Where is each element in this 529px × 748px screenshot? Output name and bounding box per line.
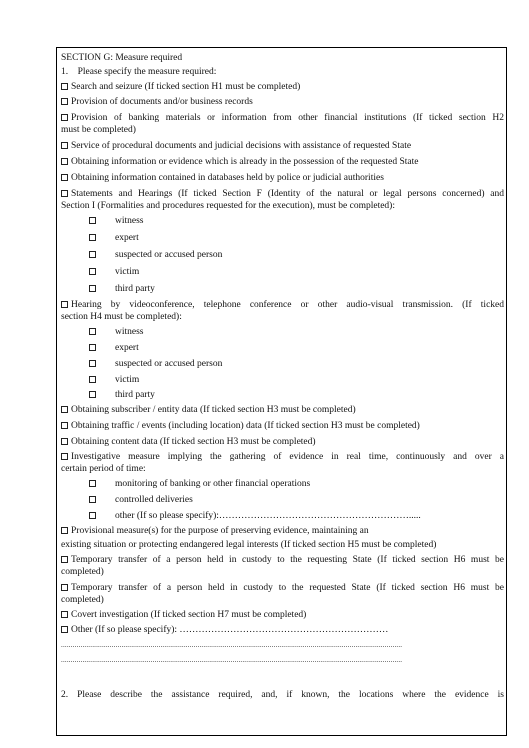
- checkbox[interactable]: [61, 584, 68, 591]
- option-transfer-requested-state[interactable]: Temporary transfer of a person held in custody to the requested State (If ticked section H6 must be: [61, 582, 504, 594]
- other-specify-line-1[interactable]: ...............................................................................................................................................................................: [61, 641, 403, 649]
- checkbox[interactable]: [61, 626, 68, 633]
- option-other[interactable]: Other (If so please specify): …………………………………………………………: [61, 624, 504, 636]
- checkbox[interactable]: [89, 344, 96, 351]
- checkbox[interactable]: [61, 556, 68, 563]
- checkbox[interactable]: [61, 174, 68, 181]
- option-statements[interactable]: Statements and Hearings (If ticked Section F (Identity of the natural or legal persons concerned) and: [61, 188, 504, 200]
- checkbox[interactable]: [61, 301, 68, 308]
- checkbox[interactable]: [89, 376, 96, 383]
- checkbox[interactable]: [89, 512, 96, 519]
- checkbox[interactable]: [61, 114, 68, 121]
- checkbox[interactable]: [61, 527, 68, 534]
- checkbox[interactable]: [61, 158, 68, 165]
- checkbox[interactable]: [61, 406, 68, 413]
- checkbox[interactable]: [61, 422, 68, 429]
- checkbox[interactable]: [89, 217, 96, 224]
- checkbox[interactable]: [61, 611, 68, 618]
- checkbox[interactable]: [61, 190, 68, 197]
- checkbox[interactable]: [61, 142, 68, 149]
- checkbox[interactable]: [89, 285, 96, 292]
- option-hearing-video[interactable]: Hearing by videoconference, telephone conference or other audio-visual transmission. (If ticked: [61, 299, 504, 311]
- option-databases[interactable]: Obtaining information contained in databases held by police or judicial authorities: [61, 172, 504, 184]
- option-banking-cont: must be completed): [61, 125, 136, 135]
- checkbox[interactable]: [89, 496, 96, 503]
- checkbox[interactable]: [61, 438, 68, 445]
- option-provisional-measures[interactable]: Provisional measure(s) for the purpose of preserving evidence, maintaining an: [61, 525, 504, 537]
- checkbox[interactable]: [89, 360, 96, 367]
- checkbox[interactable]: [89, 328, 96, 335]
- section-title: SECTION G: Measure required: [61, 53, 183, 63]
- question-1-label: 1. Please specify the measure required:: [61, 67, 217, 77]
- option-documents[interactable]: Provision of documents and/or business records: [61, 96, 504, 108]
- option-traffic-data[interactable]: Obtaining traffic / events (including location) data (If ticked section H3 must be completed): [61, 420, 504, 432]
- option-subscriber-data[interactable]: Obtaining subscriber / entity data (If ticked section H3 must be completed): [61, 404, 504, 416]
- option-covert-investigation[interactable]: Covert investigation (If ticked section H7 must be completed): [61, 609, 504, 621]
- checkbox[interactable]: [61, 83, 68, 90]
- question-2-text: 2. Please describe the assistance required, and, if known, the locations where the evidence is: [61, 690, 504, 700]
- option-search-seizure[interactable]: Search and seizure (If ticked section H1 must be completed): [61, 81, 504, 93]
- checkbox[interactable]: [61, 453, 68, 460]
- option-transfer-requesting-state-cont: completed): [61, 567, 104, 577]
- option-investigative-realtime-cont: certain period of time:: [61, 464, 146, 474]
- checkbox[interactable]: [89, 480, 96, 487]
- checkbox[interactable]: [89, 234, 96, 241]
- option-statements-cont: Section I (Formalities and procedures requested for the execution), must be completed):: [61, 201, 395, 211]
- option-content-data[interactable]: Obtaining content data (If ticked section H3 must be completed): [61, 436, 504, 448]
- option-banking[interactable]: Provision of banking materials or information from other financial institutions (If ticked section H2: [61, 112, 504, 124]
- option-transfer-requested-state-cont: completed): [61, 595, 104, 605]
- option-transfer-requesting-state[interactable]: Temporary transfer of a person held in custody to the requesting State (If ticked section H6 must be: [61, 554, 504, 566]
- checkbox[interactable]: [89, 268, 96, 275]
- checkbox[interactable]: [61, 98, 68, 105]
- option-hearing-video-cont: section H4 must be completed):: [61, 312, 182, 322]
- option-provisional-measures-cont: existing situation or protecting endangered legal interests (If ticked section H5 must be completed): [61, 540, 437, 550]
- checkbox[interactable]: [89, 391, 96, 398]
- other-specify-line-2[interactable]: ...............................................................................................................................................................................: [61, 656, 403, 664]
- checkbox[interactable]: [89, 251, 96, 258]
- option-obtaining-info[interactable]: Obtaining information or evidence which is already in the possession of the requested State: [61, 156, 504, 168]
- option-investigative-realtime[interactable]: Investigative measure implying the gathering of evidence in real time, continuously and over a: [61, 451, 504, 463]
- option-service[interactable]: Service of procedural documents and judicial decisions with assistance of requested State: [61, 140, 504, 152]
